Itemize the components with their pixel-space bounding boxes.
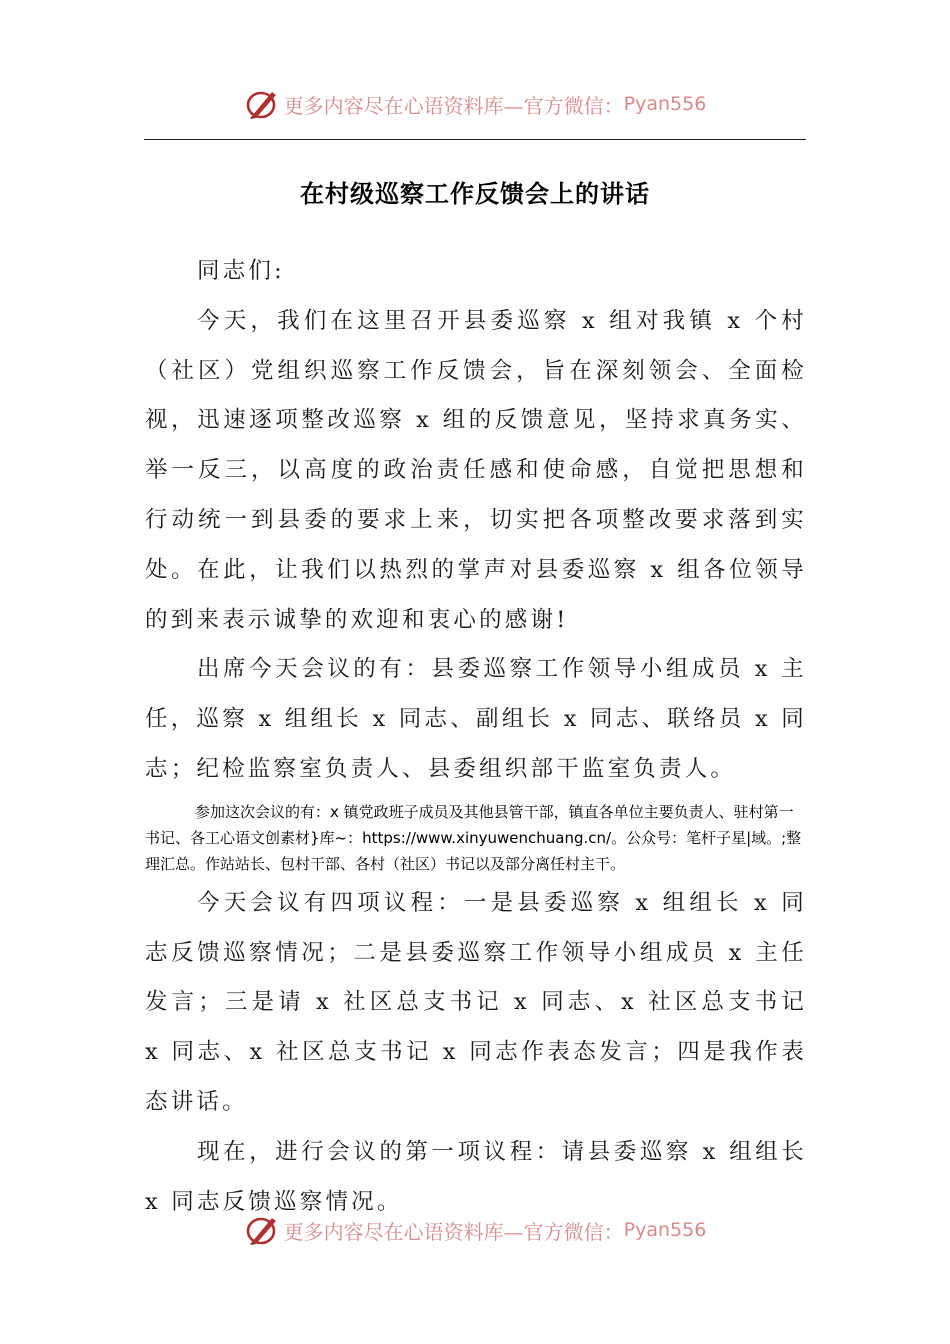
paragraph-attendees: 出席今天会议的有：县委巡察工作领导小组成员 x 主任，巡察 x 组组长 x 同志、副组长 x 同志、联络员 x 同志；纪检监察室负责人、县委组织部干监室负责人。 — [145, 656, 807, 782]
footer-banner-text: 更多内容尽在心语资料库—官方微信： — [283, 1219, 624, 1244]
header-banner-text: 更多内容尽在心语资料库—官方微信： — [283, 93, 624, 118]
footer-banner-handle: Pyan556 — [623, 1219, 707, 1241]
pen-logo-icon — [244, 1212, 280, 1248]
attendees-note: 参加这次会议的有：x 镇党政班子成员及其他县管干部，镇直各单位主要负责人、驻村第一书记、各工心语文创素材}库~：https://www.xinyuwenchuang.cn/。公众号：笔杆子星|域。;整理汇总。作站站长、包村干部、各村（社区）书记以及部分离任村主干。 — [145, 802, 802, 873]
greeting: 同志们: — [197, 258, 285, 284]
footer-banner — [0, 1210, 950, 1250]
document-body — [145, 247, 807, 1227]
paragraph-first-item: 现在，进行会议的第一项议程：请县委巡察 x 组组长 x 同志反馈巡察情况。 — [145, 1138, 807, 1215]
header-banner-handle: Pyan556 — [623, 93, 707, 115]
header-divider — [144, 139, 806, 140]
pen-logo-icon — [244, 86, 280, 122]
paragraph-opening: 今天，我们在这里召开县委巡察 x 组对我镇 x 个村（社区）党组织巡察工作反馈会，旨在深刻领会、全面检视，迅速逐项整改巡察 x 组的反馈意见，坚持求真务实、举一反三，以高度的政治责任感和使命感，自觉把思想和行动统一到县委的要求上来，切实把各项整改要求落到实处。在此，让我们以热烈的掌声对县委巡察 x 组各位领导的到来表示诚挚的欢迎和衷心的感谢! — [145, 307, 807, 633]
paragraph-agenda: 今天会议有四项议程：一是县委巡察 x 组组长 x 同志反馈巡察情况；二是县委巡察工作领导小组成员 x 主任发言；三是请 x 社区总支书记 x 同志、x 社区总支书记 x 同志、x 社区总支书记 x 同志作表态发言；四是我作表态讲话。 — [145, 889, 807, 1115]
header-banner — [0, 84, 950, 124]
document-title: 在村级巡察工作反馈会上的讲话 — [300, 180, 650, 208]
